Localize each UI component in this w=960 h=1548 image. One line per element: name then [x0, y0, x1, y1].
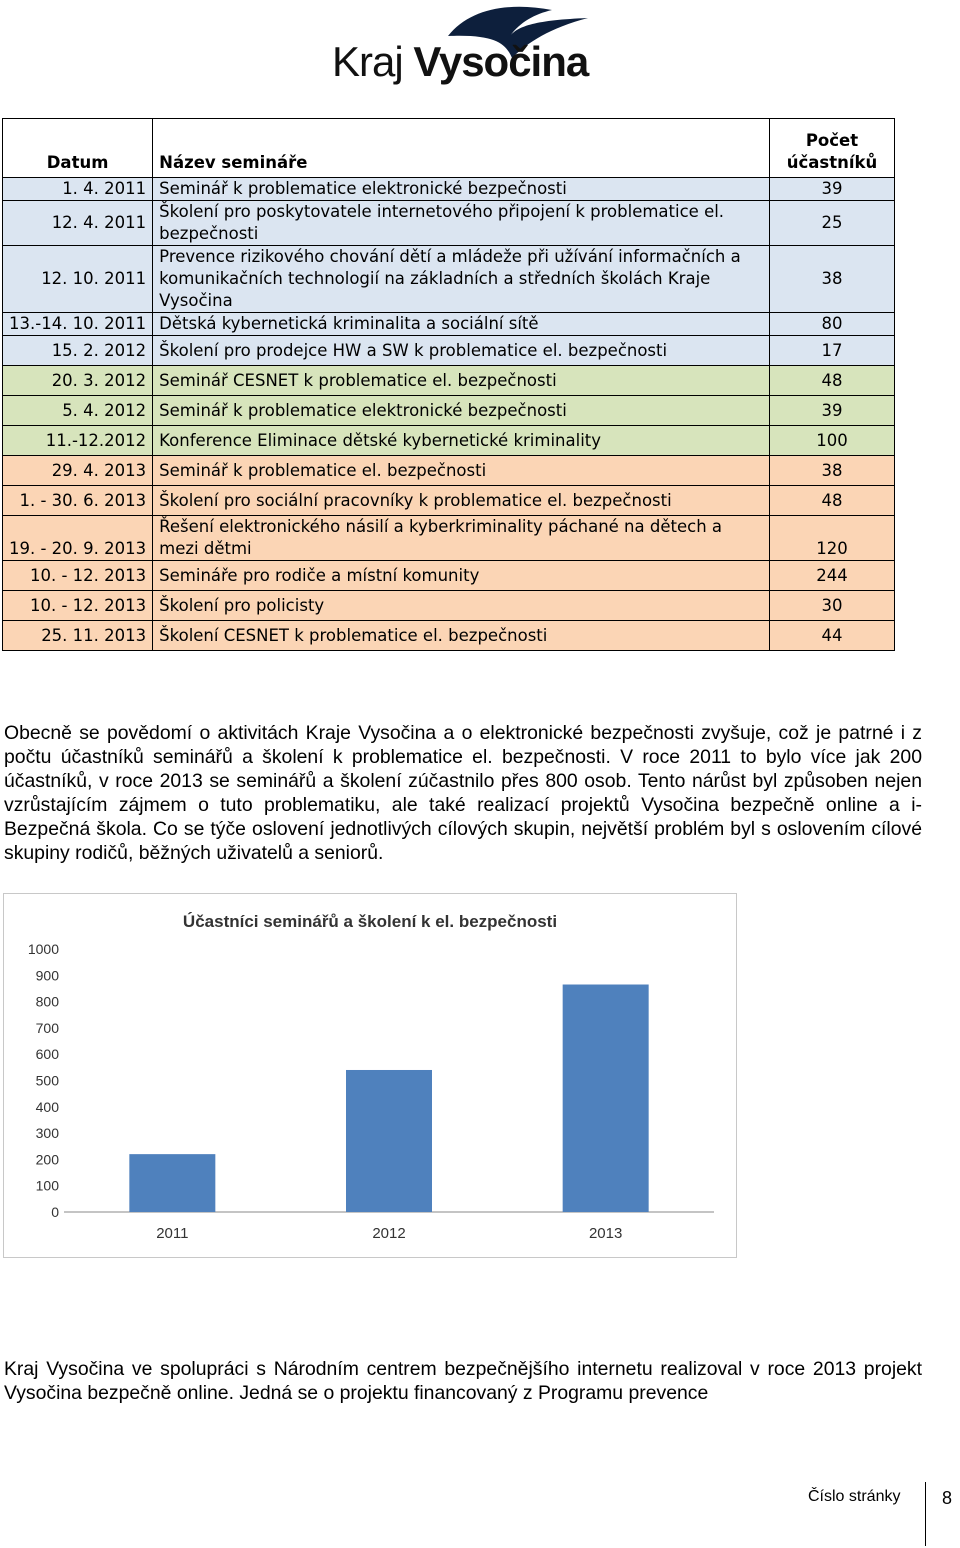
- y-tick-label: 200: [35, 1151, 59, 1168]
- row-count: 244: [770, 561, 895, 591]
- row-count: 38: [770, 456, 895, 486]
- y-tick-label: 1000: [27, 941, 59, 957]
- row-name: Školení pro sociální pracovníky k problematice el. bezpečnosti: [153, 486, 770, 516]
- y-tick-label: 800: [35, 993, 59, 1010]
- table-row: [3, 561, 895, 591]
- kraj-vysocina-logo: [330, 0, 600, 92]
- seminar-table: [2, 118, 895, 651]
- header-count: Počet účastníků: [770, 119, 895, 178]
- row-count: 44: [770, 621, 895, 651]
- table-row: [3, 591, 895, 621]
- row-name: Seminář k problematice elektronické bezpečnosti: [153, 178, 770, 201]
- row-date: 25. 11. 2013: [3, 621, 153, 651]
- x-tick-label: 2011: [156, 1225, 189, 1242]
- row-date: 1. 4. 2011: [3, 178, 153, 201]
- y-tick-label: 900: [35, 967, 59, 984]
- paragraph-project: Kraj Vysočina ve spolupráci s Národním centrem bezpečnějšího internetu realizoval v roce 2013 projekt Vysočina bezpečně online. Jedná se o projektu financovaný z Programu prevence: [4, 1358, 922, 1404]
- row-name: Konference Eliminace dětské kybernetické kriminality: [153, 426, 770, 456]
- row-count: 38: [770, 246, 895, 313]
- y-tick-label: 0: [51, 1204, 59, 1220]
- row-name: Prevence rizikového chování dětí a mládeže při užívání informačních a komunikačních technologií na základních a středních školách Kraje Vysočina: [153, 246, 770, 313]
- row-count: 48: [770, 366, 895, 396]
- page-number-label: Číslo stránky: [808, 1488, 901, 1505]
- row-date: 1. - 30. 6. 2013: [3, 486, 153, 516]
- bar-2013: [563, 985, 649, 1212]
- header-name: Název semináře: [153, 119, 770, 178]
- logo-part2: Vysočina: [413, 38, 589, 85]
- y-tick-label: 400: [35, 1098, 59, 1115]
- header-date: Datum: [3, 119, 153, 178]
- y-tick-label: 500: [35, 1072, 59, 1089]
- row-name: Školení pro poskytovatele internetového připojení k problematice el. bezpečnosti: [153, 201, 770, 246]
- table-row: [3, 396, 895, 426]
- row-name: Semináře pro rodiče a místní komunity: [153, 561, 770, 591]
- row-date: 29. 4. 2013: [3, 456, 153, 486]
- y-tick-label: 300: [35, 1125, 59, 1142]
- table-row: [3, 201, 895, 246]
- bar-2011: [129, 1154, 215, 1212]
- logo-part1: Kraj: [332, 38, 403, 85]
- row-name: Seminář CESNET k problematice el. bezpečnosti: [153, 366, 770, 396]
- table-row: [3, 178, 895, 201]
- row-date: 20. 3. 2012: [3, 366, 153, 396]
- row-name: Školení pro prodejce HW a SW k problematice el. bezpečnosti: [153, 336, 770, 366]
- y-tick-label: 600: [35, 1046, 59, 1063]
- y-tick-label: 100: [35, 1177, 59, 1194]
- row-name: Seminář k problematice el. bezpečnosti: [153, 456, 770, 486]
- table-row: [3, 246, 895, 313]
- row-date: 15. 2. 2012: [3, 336, 153, 366]
- row-count: 39: [770, 396, 895, 426]
- page-number: 8: [942, 1488, 953, 1508]
- x-tick-label: 2013: [588, 1225, 623, 1242]
- row-name: Řešení elektronického násilí a kyberkriminality páchané na dětech a mezi dětmi: [153, 516, 770, 561]
- row-count: 39: [770, 178, 895, 201]
- participants-bar-chart: [3, 893, 737, 1258]
- paragraph-activities: Obecně se povědomí o aktivitách Kraje Vysočina a o elektronické bezpečnosti zvyšuje, což je patrné i z počtu účastníků seminářů a školení k problematice el. bezpečnosti. V roce 2011 to bylo více jak 200 účastníků, v roce 2013 se seminářů a školení zúčastnilo přes 800 osob. Tento nárůst byl způsoben nejen vzrůstajícím zájmem o tuto problematiku, ale také realizací projektů Vysočina bezpečně online a i-Bezpečná škola. Co se týče oslovení jednotlivých cílových skupin, největší problém byl s oslovením cílové skupiny rodičů, běžných uživatelů a seniorů.: [4, 722, 922, 864]
- chart-svg: [4, 894, 736, 1257]
- row-date: 12. 4. 2011: [3, 201, 153, 246]
- footer-divider: [925, 1482, 926, 1546]
- chart-title: Účastníci seminářů a školení k el. bezpečnosti: [182, 912, 558, 931]
- row-name: Dětská kybernetická kriminalita a sociální sítě: [153, 313, 770, 336]
- row-count: 80: [770, 313, 895, 336]
- row-date: 11.-12.2012: [3, 426, 153, 456]
- row-date: 13.-14. 10. 2011: [3, 313, 153, 336]
- table-header-row: [3, 119, 895, 178]
- table-row: [3, 456, 895, 486]
- table-row: [3, 366, 895, 396]
- row-count: 48: [770, 486, 895, 516]
- table-row: [3, 313, 895, 336]
- row-name: Školení pro policisty: [153, 591, 770, 621]
- row-date: 5. 4. 2012: [3, 396, 153, 426]
- row-count: 120: [770, 516, 895, 561]
- row-name: Seminář k problematice elektronické bezpečnosti: [153, 396, 770, 426]
- row-date: 10. - 12. 2013: [3, 591, 153, 621]
- table-row: [3, 426, 895, 456]
- row-date: 10. - 12. 2013: [3, 561, 153, 591]
- row-count: 100: [770, 426, 895, 456]
- y-tick-label: 700: [35, 1019, 59, 1036]
- row-name: Školení CESNET k problematice el. bezpečnosti: [153, 621, 770, 651]
- table-row: [3, 486, 895, 516]
- row-count: 25: [770, 201, 895, 246]
- logo-wordmark: [332, 38, 588, 86]
- row-count: 30: [770, 591, 895, 621]
- row-count: 17: [770, 336, 895, 366]
- row-date: 12. 10. 2011: [3, 246, 153, 313]
- bar-2012: [346, 1070, 432, 1212]
- x-tick-label: 2012: [372, 1225, 406, 1242]
- table-row: [3, 621, 895, 651]
- row-date: 19. - 20. 9. 2013: [3, 516, 153, 561]
- table-row: [3, 516, 895, 561]
- table-row: [3, 336, 895, 366]
